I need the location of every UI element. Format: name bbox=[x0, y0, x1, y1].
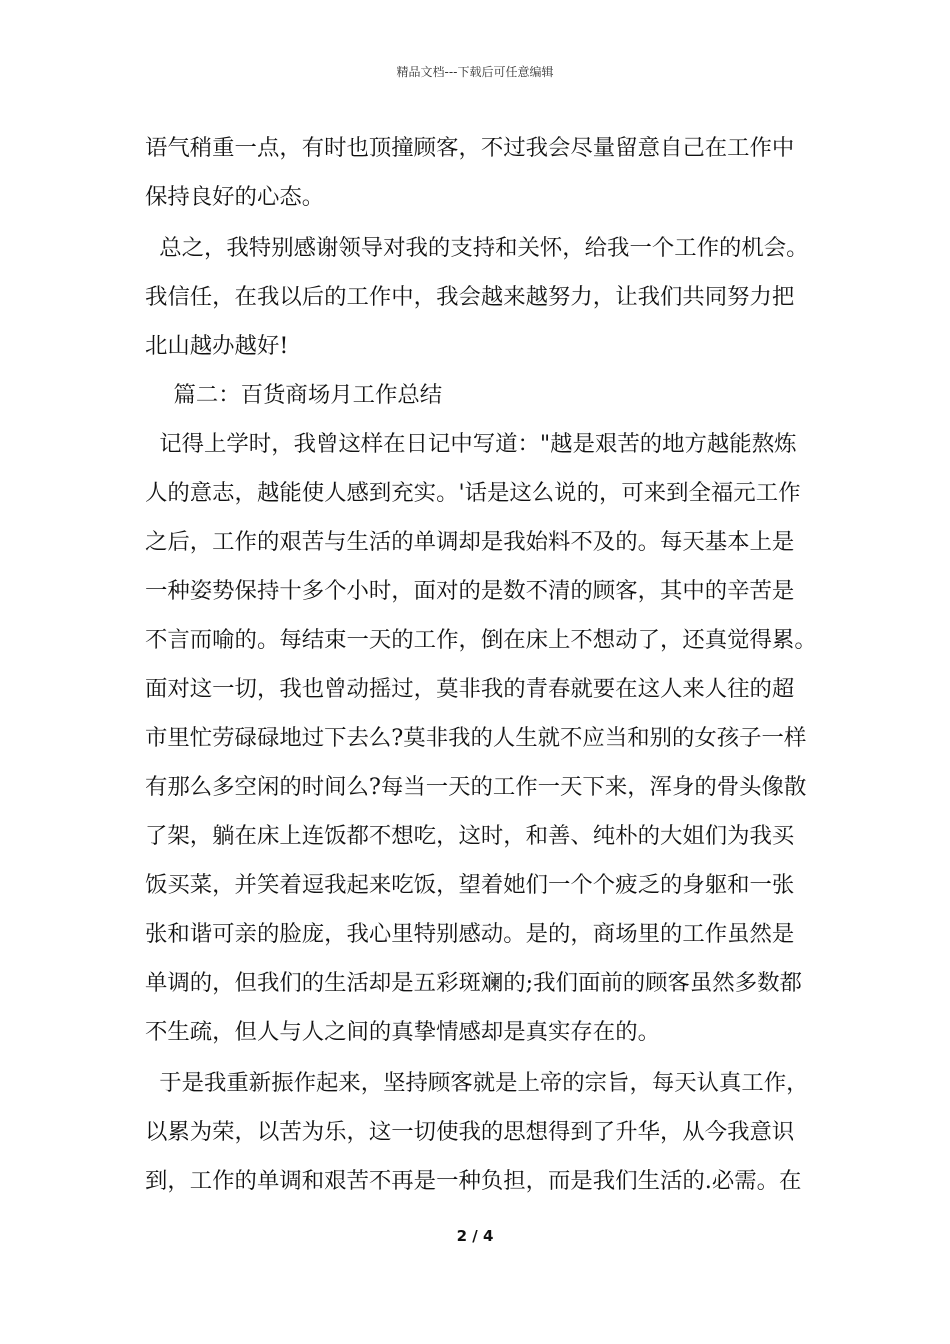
text-line: 之后，工作的艰苦与生活的单调却是我始料不及的。每天基本上是 bbox=[145, 529, 795, 555]
text-line: 语气稍重一点，有时也顶撞顾客，不过我会尽量留意自己在工作中 bbox=[145, 135, 795, 161]
text-line: 饭买菜，并笑着逗我起来吃饭，望着她们一个个疲乏的身躯和一张 bbox=[145, 872, 795, 898]
text-line: 北山越办越好! bbox=[145, 333, 289, 359]
text-line: 一种姿势保持十多个小时，面对的是数不清的顾客，其中的辛苦是 bbox=[145, 578, 795, 604]
text-line: 于是我重新振作起来，坚持顾客就是上帝的宗旨，每天认真工作， bbox=[145, 1070, 809, 1096]
text-line: 总之，我特别感谢领导对我的支持和关怀，给我一个工作的机会。 bbox=[145, 235, 809, 261]
text-line: 记得上学时，我曾这样在日记中写道："越是艰苦的地方越能熬炼 bbox=[145, 431, 797, 457]
text-line: 我信任，在我以后的工作中，我会越来越努力，让我们共同努力把 bbox=[145, 284, 795, 310]
text-line: 以累为荣，以苦为乐，这一切使我的思想得到了升华，从今我意识 bbox=[145, 1119, 795, 1145]
text-line: 不言而喻的。每结束一天的工作，倒在床上不想动了，还真觉得累。 bbox=[145, 627, 817, 653]
text-line: 保持良好的心态。 bbox=[145, 184, 325, 210]
text-line: 张和谐可亲的脸庞，我心里特别感动。是的，商场里的工作虽然是 bbox=[145, 921, 795, 947]
text-line: 人的意志，越能使人感到充实。'话是这么说的，可来到全福元工作 bbox=[145, 480, 801, 506]
text-line: 到，工作的单调和艰苦不再是一种负担，而是我们生活的.必需。在 bbox=[145, 1168, 802, 1194]
page-number: 2 / 4 bbox=[456, 1227, 494, 1245]
text-line: 市里忙劳碌碌地过下去么?莫非我的人生就不应当和别的女孩子一样 bbox=[145, 725, 807, 751]
text-line: 有那么多空闲的时间么?每当一天的工作一天下来，浑身的骨头像散 bbox=[145, 774, 807, 800]
text-line: 面对这一切，我也曾动摇过，莫非我的青春就要在这人来人往的超 bbox=[145, 676, 795, 702]
text-line: 不生疏，但人与人之间的真挚情感却是真实存在的。 bbox=[145, 1019, 660, 1045]
section-heading: 篇二：百货商场月工作总结 bbox=[145, 382, 443, 408]
text-line: 了架，躺在床上连饭都不想吃，这时，和善、纯朴的大姐们为我买 bbox=[145, 823, 795, 849]
page-header: 精品文档---下载后可任意编辑 bbox=[396, 65, 554, 79]
document-body bbox=[145, 124, 825, 1206]
text-line: 单调的，但我们的生活却是五彩斑斓的;我们面前的顾客虽然多数都 bbox=[145, 970, 802, 996]
